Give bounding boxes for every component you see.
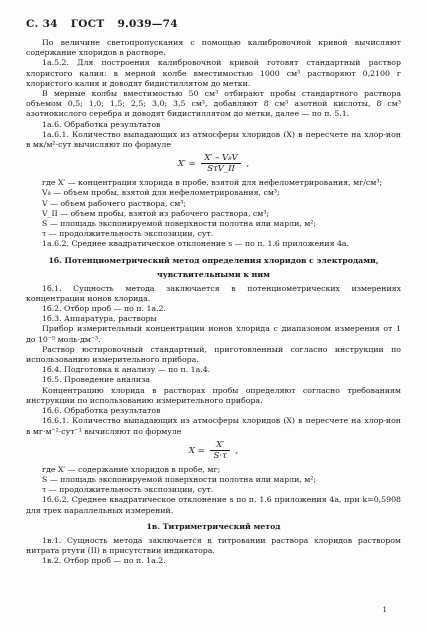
paragraph: Раствор юстировочный стандартный, приготовленный согласно инструкции по использованию измерительного прибора. bbox=[26, 344, 401, 365]
paragraph: 1а.6.1. Количество выпадающих из атмосферы хлоридов (X) в пересчете на хлор-ион в мк/м²·сут вычисляют по формуле bbox=[26, 129, 401, 150]
formula-1 bbox=[26, 153, 401, 174]
formula-numerator: X′ – V₈V bbox=[201, 153, 240, 164]
formula-comma: , bbox=[235, 445, 239, 456]
where-item: τ — продолжительность экспозиции, сут. bbox=[42, 485, 214, 495]
formula-comma: , bbox=[246, 159, 250, 170]
where-item: τ — продолжительность экспозиции, сут. bbox=[42, 229, 214, 239]
standard-number: 9.039—74 bbox=[117, 18, 178, 30]
paragraph: 1б.6.2. Среднее квадратическое отклонение s по п. 1.6 приложения 4а, при k=0,5908 для трех параллельных измерений. bbox=[26, 495, 401, 515]
paragraph: 1б.5. Проведение анализа bbox=[42, 375, 150, 385]
page-mark: 1 bbox=[382, 606, 387, 614]
paragraph: 1а.6.2. Среднее квадратическое отклонение s — по п. 1.6 приложения 4а. bbox=[42, 239, 350, 249]
where-item: S — площадь экспонируемой поверхности полотна или марли, м²; bbox=[42, 219, 317, 229]
standard-label: ГОСТ bbox=[70, 18, 105, 30]
where-item: S — площадь экспонируемой поверхности полотна или марли, м²; bbox=[42, 474, 317, 484]
paragraph: 1б.1. Сущность метода заключается в потенциометрических измерениях концентрации ионов хлорида. bbox=[26, 283, 401, 303]
paragraph: 1в.1. Сущность метода заключается в титровании раствора хлоридов раствором нитрата ртути (II) в присутствии индикатора. bbox=[26, 535, 401, 555]
where-item: где X′ — концентрация хлорида в пробе, взятой для нефелометрирования, мг/см³; bbox=[42, 178, 383, 188]
paragraph: 1а.6. Обработка результатов bbox=[42, 119, 161, 129]
section-subheading: чувствительными к ним bbox=[157, 269, 270, 279]
formula-lhs: X′ = bbox=[177, 159, 196, 170]
paragraph: 1в.2. Отбор проб — по п. 1а.2. bbox=[42, 556, 166, 566]
paragraph: 1б.4. Подготовка к анализу — по п. 1а.4. bbox=[42, 365, 211, 375]
paragraph: 1б.6.1. Количество выпадающих из атмосферы хлоридов (X) в пересчете на хлор-ион в мг·м⁻²·сут⁻¹ вычисляют по формуле bbox=[26, 416, 401, 436]
paragraph: 1б.6. Обработка результатов bbox=[42, 406, 161, 416]
formula-lhs: X = bbox=[188, 445, 205, 456]
where-list-2 bbox=[26, 465, 401, 496]
formula-denominator: S·τ bbox=[213, 450, 227, 461]
where-item: V₈ — объем пробы, взятой для нефелометрирования, см³; bbox=[42, 188, 280, 198]
paragraph: По величине светопропускания с помощью калибровочной кривой вычисляют содержание хлоридов в растворе. bbox=[26, 38, 401, 58]
page-number: С. 34 bbox=[26, 18, 58, 30]
paragraph: Прибор измерительный концентрации ионов хлорида с диапазоном измерения от 1 до 10⁻⁵ моль·дм⁻³. bbox=[26, 324, 401, 344]
where-list-1 bbox=[26, 178, 401, 239]
where-item: V_II — объем пробы, взятой из рабочего раствора, см³; bbox=[42, 208, 270, 218]
formula-2 bbox=[26, 440, 401, 461]
section-heading: 1б. Потенциометрический метод определения хлоридов с электродами, bbox=[48, 255, 379, 265]
formula-fraction bbox=[210, 440, 229, 461]
page-header bbox=[26, 18, 401, 30]
paragraph: 1б.3. Аппаратура, растворы bbox=[42, 314, 157, 324]
paragraph: В мерные колбы вместимостью 50 см³ отбирают пробы стандартного раствора объемом 0,5; 1,0; 1,5; 2,5; 3,0; 3,5 см³, добавляют 8 см³ азотной кислоты, 8 см³ азотнокислого серебра и доводят бидистиллятом до метки, далее — по п. 5.1. bbox=[26, 89, 401, 119]
where-item: V — объем рабочего раствора, см³; bbox=[42, 198, 187, 208]
formula-numerator: X′ bbox=[210, 440, 229, 451]
where-item: где X′ — содержание хлоридов в пробе, мг; bbox=[42, 464, 221, 474]
paragraph: Концентрацию хлорида в растворах пробы определяют согласно требованиям инструкции по использованию измерительного прибора. bbox=[26, 385, 401, 405]
formula-fraction bbox=[201, 153, 240, 174]
section-heading: 1в. Титриметрический метод bbox=[146, 521, 281, 531]
paragraph: 1б.2. Отбор проб — по п. 1а.2. bbox=[42, 304, 166, 314]
paragraph: 1а.5.2. Для построения калибровочной кривой готовят стандартный раствор хлористого калия: в мерной колбе вместимостью 1000 см³ растворяют 0,2100 г хлористого калия и доводят бидистиллятом до метки. bbox=[26, 58, 401, 88]
formula-denominator: SτV_II bbox=[207, 164, 235, 175]
